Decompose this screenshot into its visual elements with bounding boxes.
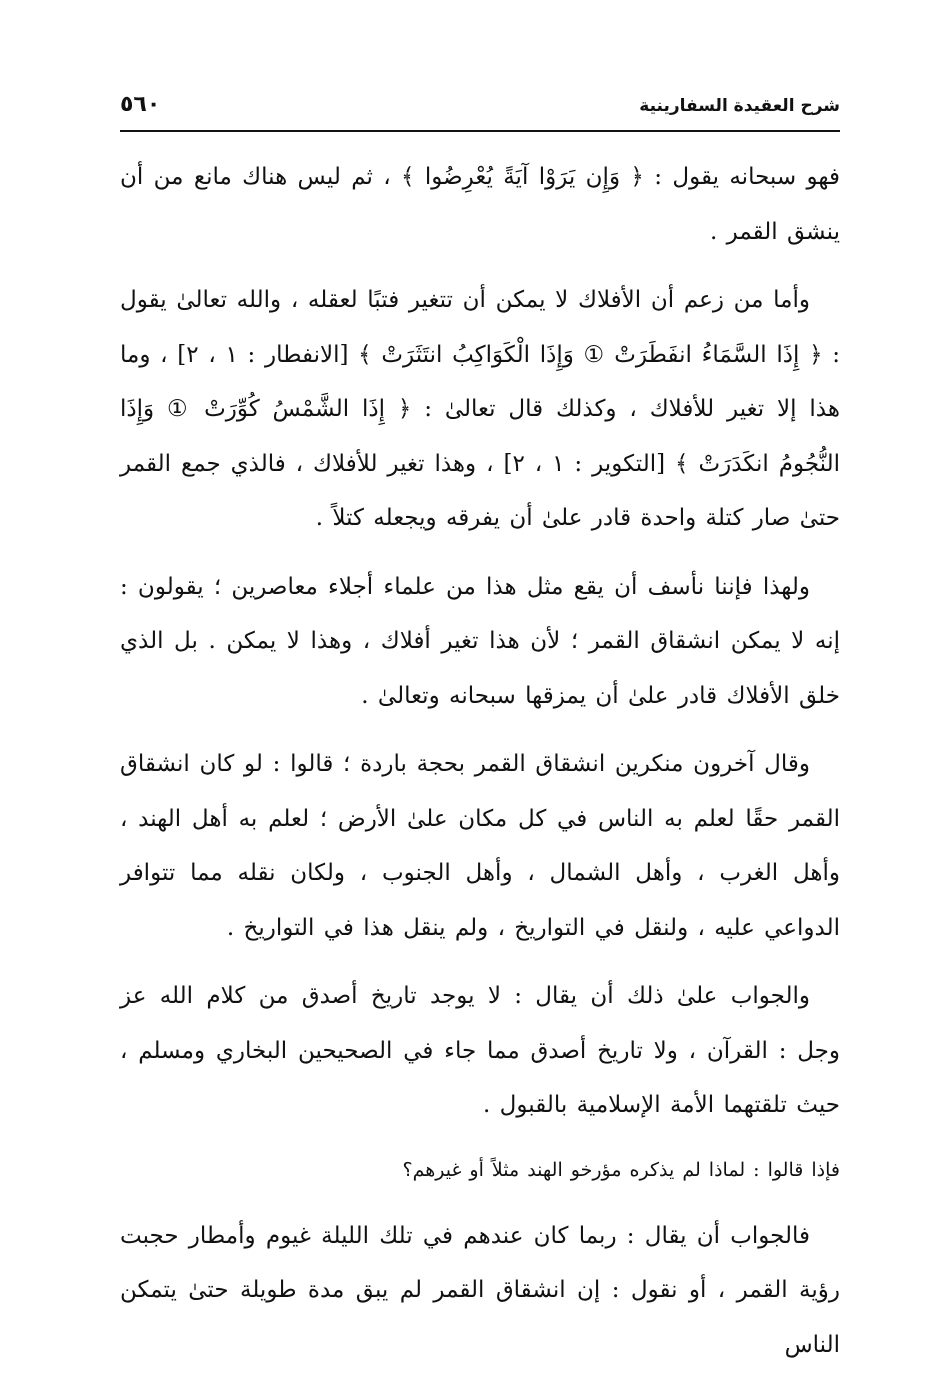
header-divider — [120, 130, 840, 132]
paragraph-heavens-change: وأما من زعم أن الأفلاك لا يمكن أن تتغير فتبًا لعقله ، والله تعالىٰ يقول : ﴿ إِذَا السَّمَاءُ انفَطَرَتْ ① وَإِذَا الْكَوَاكِبُ انتَثَرَتْ ﴾ [الانفطار : ١ ، ٢] ، وما هذا إلا تغير للأفلاك ، وكذلك قال تعالىٰ : ﴿ إِذَا الشَّمْسُ كُوِّرَتْ ① وَإِذَا النُّجُومُ انكَدَرَتْ ﴾ [التكوير : ١ ، ٢] ، وهذا تغير للأفلاك ، فالذي جمع القمر حتىٰ صار كتلة واحدة قادر علىٰ أن يفرقه ويجعله كتلاً . — [120, 287, 841, 531]
body-text — [120, 150, 840, 1386]
paragraph-continuation: فهو سبحانه يقول : ﴿ وَإِن يَرَوْا آيَةً يُعْرِضُوا ﴾ ، ثم ليس هناك مانع من أن ينشق القمر . — [120, 164, 840, 245]
page-number: ٥٦٠ — [120, 92, 161, 117]
running-header — [120, 92, 840, 126]
book-title: شرح العقيدة السفارينية — [639, 96, 840, 116]
paragraph-answer: والجواب علىٰ ذلك أن يقال : لا يوجد تاريخ أصدق من كلام الله عز وجل : القرآن ، ولا تاريخ أصدق مما جاء في الصحيحين البخاري ومسلم ، حيث تلقتهما الأمة الإسلامية بالقبول . — [120, 983, 840, 1118]
paragraph-question: فإذا قالوا : لماذا لم يذكره مؤرخو الهند مثلاً أو غيرهم؟ — [402, 1158, 840, 1181]
paragraph-final-answer: فالجواب أن يقال : ربما كان عندهم في تلك الليلة غيوم وأمطار حجبت رؤية القمر ، أو نقول : إن انشقاق القمر لم يبق مدة طويلة حتىٰ يتمكن الناس — [120, 1222, 840, 1358]
paragraph-objection: وقال آخرون منكرين انشقاق القمر بحجة باردة ؛ قالوا : لو كان انشقاق القمر حقًا لعلم به الناس في كل مكان علىٰ الأرض ؛ لعلم به أهل الهند ، وأهل الغرب ، وأهل الشمال ، وأهل الجنوب ، ولكان نقله مما تتوافر الدواعي عليه ، ولنقل في التواريخ ، ولم ينقل هذا في التواريخ . — [120, 751, 840, 941]
paragraph-contemporary-scholars: ولهذا فإننا نأسف أن يقع مثل هذا من علماء أجلاء معاصرين ؛ يقولون : إنه لا يمكن انشقاق القمر ؛ لأن هذا تغير أفلاك ، وهذا لا يمكن . بل الذي خلق الأفلاك قادر علىٰ أن يمزقها سبحانه وتعالىٰ . — [120, 573, 840, 709]
